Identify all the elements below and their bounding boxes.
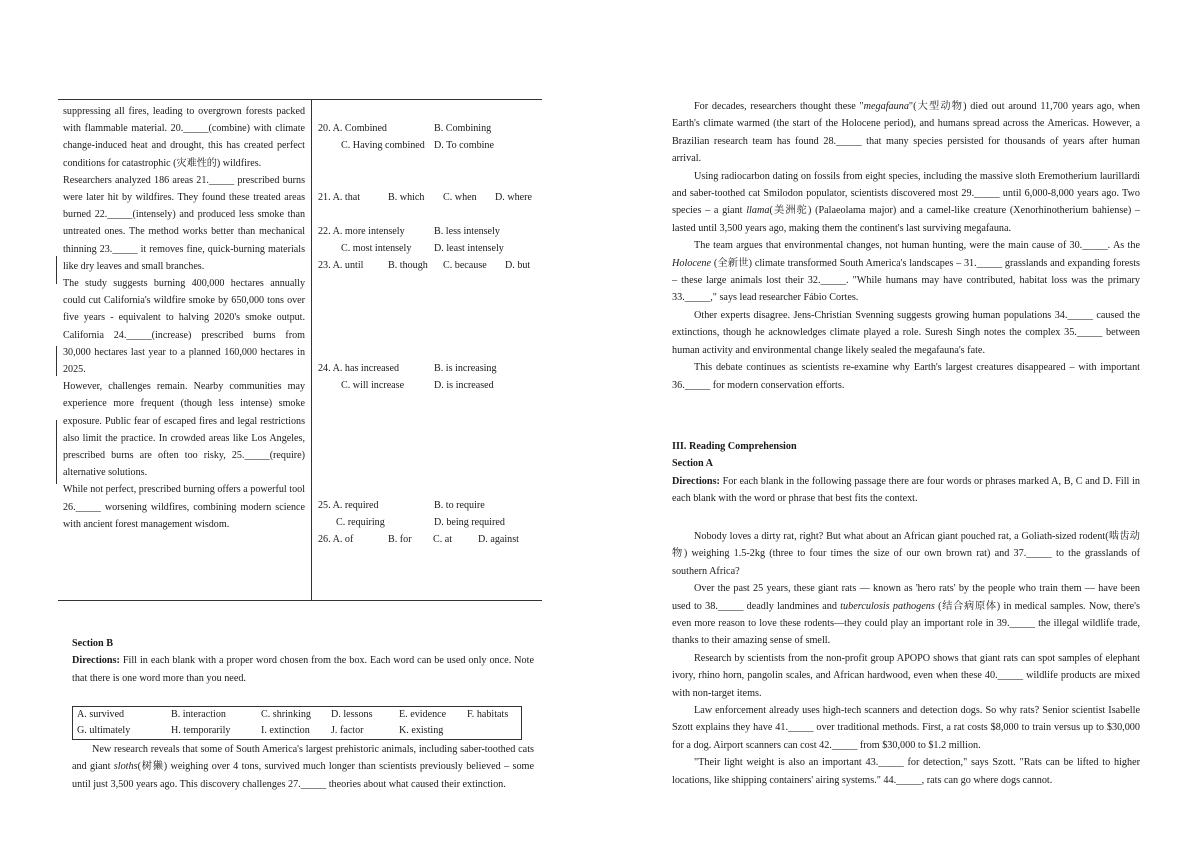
passage-paragraph xyxy=(672,580,1140,650)
text-run: New research reveals that some of South America's largest prehistoric animals, including saber-toothed cats and giant xyxy=(72,744,534,773)
word-box-row xyxy=(73,723,521,739)
options-q26 xyxy=(318,531,542,548)
option: D. against xyxy=(478,534,519,545)
passage-paragraph: Nobody loves a dirty rat, right? But what about an African giant pouched rat, a Goliath-sized rodent(啮齿动物) weighing 1.5-2kg (three to four times the size of our own brown rat) and 37._____ to the grasslands of southern Africa? xyxy=(672,531,1140,577)
text-run: (美洲驼) (Palaeolama major) and a camel-like creature (Xenorhinotherium bahiense) – lasted until 3,500 years ago, making them the continent's last surviving megafauna. xyxy=(672,205,1141,234)
directions-label: Directions: xyxy=(72,655,120,667)
option: 22. A. more intensely xyxy=(318,226,405,237)
option: C. will increase xyxy=(341,380,405,392)
option: B. which xyxy=(388,192,425,203)
options-q25 xyxy=(318,497,542,531)
megafauna-passage xyxy=(672,98,1140,394)
part-heading: III. Reading Comprehension xyxy=(672,441,797,452)
options-q24 xyxy=(318,360,542,394)
word-option: H. temporarily xyxy=(171,725,231,736)
text-run: The team argues that environmental changes, not human hunting, were the main cause of 30._____. As the xyxy=(694,240,1140,252)
option: B. though xyxy=(388,260,428,271)
option: D. but xyxy=(505,260,531,271)
options-q20 xyxy=(318,120,542,154)
directions xyxy=(672,473,1140,508)
option: 21. A. that xyxy=(318,192,361,203)
section-heading: Section A xyxy=(672,458,714,470)
directions xyxy=(72,652,534,687)
passage-paragraph: Law enforcement already uses high-tech scanners and detection dogs. So why rats? Senior scientist Isabelle Szott explains they have 41._____ over traditional methods. First, a rat costs $8,000 to train versus up to $30,000 for a dog. Airport scanners can cost 42._____ from $30,000 to $1.2 million. xyxy=(672,705,1140,751)
word-option: E. evidence xyxy=(399,709,447,720)
option: C. because xyxy=(443,260,487,271)
passage-paragraph: This debate continues as scientists re-examine why Earth's largest creatures disappeared – with important 36._____ for modern conservation efforts. xyxy=(672,362,1140,391)
option: D. being required xyxy=(434,517,505,529)
word-option: D. lessons xyxy=(331,709,373,720)
option: C. requiring xyxy=(336,517,385,529)
part-three-header xyxy=(672,438,1140,508)
option: 23. A. until xyxy=(318,260,364,271)
text-run: For decades, researchers thought these " xyxy=(694,101,864,112)
section-b-passage xyxy=(72,741,534,793)
word-option: B. interaction xyxy=(171,709,226,720)
directions-text: For each blank in the following passage there are four words or phrases marked A, B, C and D. Fill in each blank with the word or phrase that best fits the context. xyxy=(672,475,1140,505)
cloze-table xyxy=(58,99,542,601)
cloze-paragraph: While not perfect, prescribed burning offers a powerful tool 26._____ worsening wildfires, combining modern science with ancient forest management wisdom. xyxy=(63,484,305,530)
cloze-paragraph: Researchers analyzed 186 areas 21._____ prescribed burns were later hit by wildfires. They found these treated areas burned 22._____(intensely) and produced less smoke than untreated ones. The method works better than mechanical thinning 23._____ it removes fine, quick-burning materials like dry leaves and small branches. xyxy=(63,174,305,272)
margin-mark xyxy=(56,256,57,284)
text-run: Using radiocarbon dating on fossils from eight species, including the massive sloth Eremotherium laurillardi and saber-toothed cat Smilodon populator, scientists discovered most 29._____ until 6,000-8,000 years ago. Two species – a giant xyxy=(672,170,1140,217)
passage-paragraph xyxy=(672,98,1140,168)
option: D. where xyxy=(495,192,532,203)
margin-mark xyxy=(56,420,57,484)
passage-paragraph: "Their light weight is also an important 43._____ for detection," says Szott. "Rats can be lifted to higher locations, like shipping containers' airing systems." 44._____, rats can go where dogs cannot. xyxy=(672,757,1140,786)
margin-mark xyxy=(56,346,57,376)
text-run: Holocene xyxy=(672,257,712,269)
text-run: (树獭) weighing over 4 tons, survived much longer than scientists previously believed – some until just 3,500 years ago. This discovery challenges 27._____ theories about what caused their extinction. xyxy=(72,761,534,790)
word-box xyxy=(72,706,522,740)
word-option: A. survived xyxy=(77,709,125,720)
option: 25. A. required xyxy=(318,500,379,511)
option: 24. A. has increased xyxy=(318,363,400,374)
section-heading: Section B xyxy=(72,638,114,649)
word-option: K. existing xyxy=(399,725,444,736)
option: C. Having combined xyxy=(341,140,425,152)
option: D. least intensely xyxy=(434,243,504,255)
option: B. less intensely xyxy=(434,226,500,237)
option: B. Combining xyxy=(434,123,492,134)
text-run: (全新世) climate transformed South America's landscapes – 31._____ grasslands and expanding forests – these large animals lost their 32._____. "While humans may have contributed, habitat loss was the primary 33._____," says lead researcher Fábio Cortes. xyxy=(672,257,1140,304)
cloze-passage xyxy=(63,103,305,533)
text-run: tuberculosis pathogens xyxy=(840,600,935,612)
text-run: megafauna xyxy=(863,101,909,112)
options-q21 xyxy=(318,189,542,206)
text-run: Over the past 25 years, these giant rats — known as 'hero rats' by the people who train them — have been used to 38._____ deadly landmines and xyxy=(672,583,1140,612)
word-option: G. ultimately xyxy=(77,725,131,736)
passage-paragraph xyxy=(72,741,534,793)
cloze-paragraph: However, challenges remain. Nearby communities may experience more frequent (though less intense) smoke exposure. Public fear of escaped fires and legal restrictions also limit the practice. In crowded areas like Los Angeles, prescribed burns are often too risky, 25._____(require) alternative solutions. xyxy=(63,381,305,479)
options-q22 xyxy=(318,223,542,257)
option: D. is increased xyxy=(434,380,494,392)
passage-paragraph xyxy=(672,168,1140,238)
option: B. is increasing xyxy=(434,363,497,374)
text-run: llama xyxy=(746,205,770,217)
option: 26. A. of xyxy=(318,534,354,545)
word-option: I. extinction xyxy=(261,725,310,736)
cloze-paragraph: The study suggests burning 400,000 hectares annually could cut California's wildfire smoke by 650,000 tons over five years - equivalent to halving 2020's smoke output. California 24._____(increase) prescribed burns from 30,000 hectares last year to a planned 160,000 hectares in 2025. xyxy=(63,278,305,376)
section-b-header xyxy=(72,635,534,687)
cloze-paragraph: suppressing all fires, leading to overgrown forests packed with flammable material. 20._____(combine) with climate change-induced heat and drought, this has created perfect conditions for catastrophic (灾难性的) wildfires. xyxy=(63,106,305,169)
directions-label: Directions: xyxy=(672,475,720,487)
text-run: sloths xyxy=(113,761,138,773)
hero-rats-passage xyxy=(672,528,1140,789)
word-option: C. shrinking xyxy=(261,709,311,720)
passage-paragraph xyxy=(672,237,1140,307)
option: B. for xyxy=(388,534,412,545)
word-option: J. factor xyxy=(331,725,364,736)
option: B. to require xyxy=(434,500,485,511)
options-q23 xyxy=(318,257,542,274)
text-run: "(大型动物) died out around 11,700 years ago, when Earth's climate warmed (the start of the Holocene period), and humans spread across the Americas. However, a Brazilian research team has found 28._____ that many species persisted for thousands of years after human arrival. xyxy=(672,101,1140,165)
word-box-row xyxy=(73,707,521,723)
option: C. at xyxy=(433,534,453,545)
passage-paragraph: Other experts disagree. Jens-Christian Svenning suggests growing human populations 34._____ caused the extinctions, though he acknowledges climate played a role. Suresh Singh notes the complex 35._____ between human activity and environmental change likely sealed the megafauna's fate. xyxy=(672,309,1140,356)
text-run: (结合病原体) in medical samples. Now, there's even more reason to love these rodents—they could play an important role in 39._____ the illegal wildlife trade, thanks to their amazing sense of smell. xyxy=(672,600,1140,647)
option: C. most intensely xyxy=(341,243,412,255)
option: C. when xyxy=(443,192,477,203)
table-divider xyxy=(311,100,312,600)
directions-text: Fill in each blank with a proper word chosen from the box. Each word can be used only once. Note that there is one word more than you need. xyxy=(72,655,534,684)
option: 20. A. Combined xyxy=(318,123,387,134)
right-page xyxy=(600,0,1200,849)
option: D. To combine xyxy=(434,140,494,152)
passage-paragraph: Research by scientists from the non-profit group APOPO shows that giant rats can spot samples of elephant ivory, rhino horn, pangolin scales, and African hardwood, even when these 40._____ wildlife products are mixed with non-target items. xyxy=(672,652,1140,699)
word-option: F. habitats xyxy=(467,709,509,720)
